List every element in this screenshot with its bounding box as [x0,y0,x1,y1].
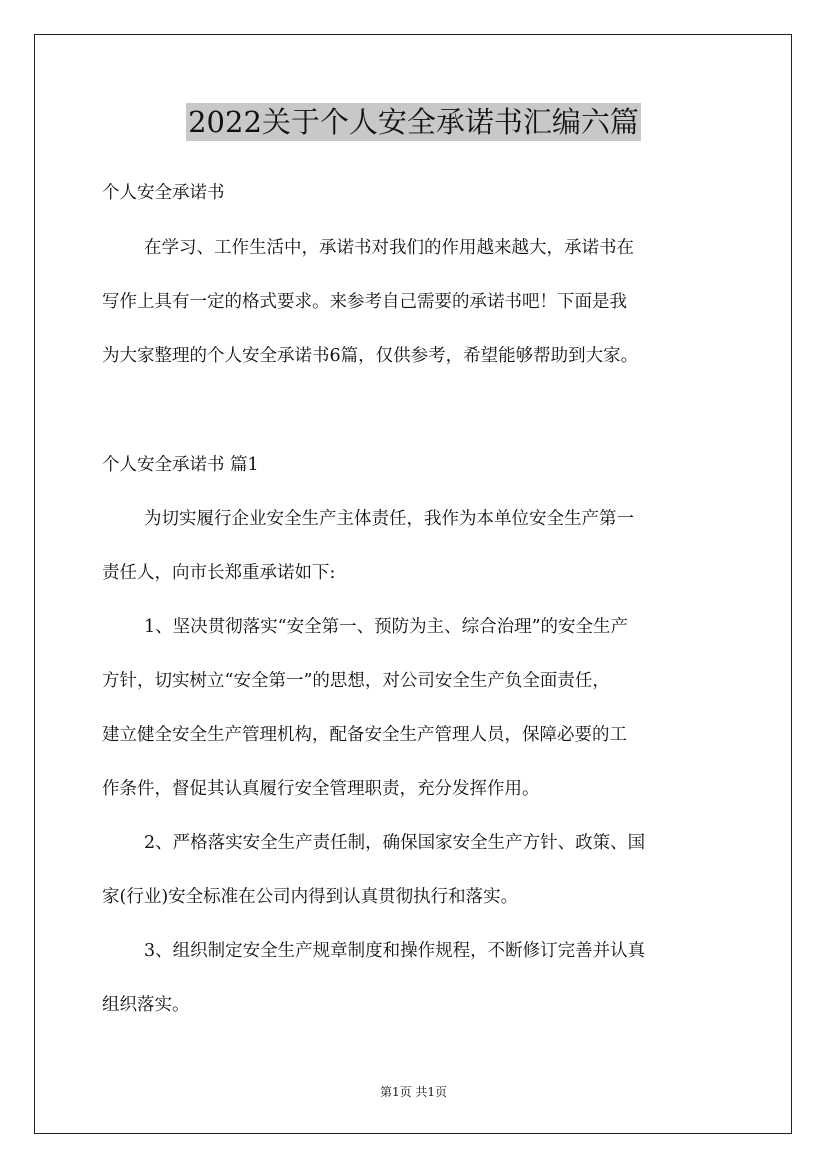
intro-line-3: 为大家整理的个人安全承诺书6篇，仅供参考，希望能够帮助到大家。 [102,346,639,366]
page-footer: 第1页 共1页 [379,1085,448,1099]
intro-line-2: 写作上具有一定的格式要求。来参考自己需要的承诺书吧！下面是我 [102,292,627,312]
document-title: 2022关于个人安全承诺书汇编六篇 [188,105,639,139]
article-heading: 个人安全承诺书 篇1 [102,455,259,475]
body-line-7: 2、严格落实安全生产责任制，确保国家安全生产方针、政策、国 [144,833,646,853]
body-line-6: 作条件，督促其认真履行安全管理职责，充分发挥作用。 [102,779,540,799]
body-line-10: 组织落实。 [102,995,190,1015]
body-line-2: 责任人，向市长郑重承诺如下: [102,563,336,583]
body-line-1: 为切实履行企业安全生产主体责任，我作为本单位安全生产第一 [144,509,634,529]
body-line-4: 方针，切实树立“安全第一”的思想，对公司安全生产负全面责任， [102,671,610,691]
body-line-9: 3、组织制定安全生产规章制度和操作规程，不断修订完善并认真 [144,941,646,961]
section-heading: 个人安全承诺书 [102,183,225,203]
title-container [0,103,827,141]
body-line-8: 家(行业)安全标准在公司内得到认真贯彻执行和落实。 [102,887,519,907]
body-line-3: 1、坚决贯彻落实“安全第一、预防为主、综合治理”的安全生产 [144,617,629,637]
intro-line-1: 在学习、工作生活中，承诺书对我们的作用越来越大，承诺书在 [144,238,634,258]
body-line-5: 建立健全安全生产管理机构，配备安全生产管理人员，保障必要的工 [102,725,627,745]
